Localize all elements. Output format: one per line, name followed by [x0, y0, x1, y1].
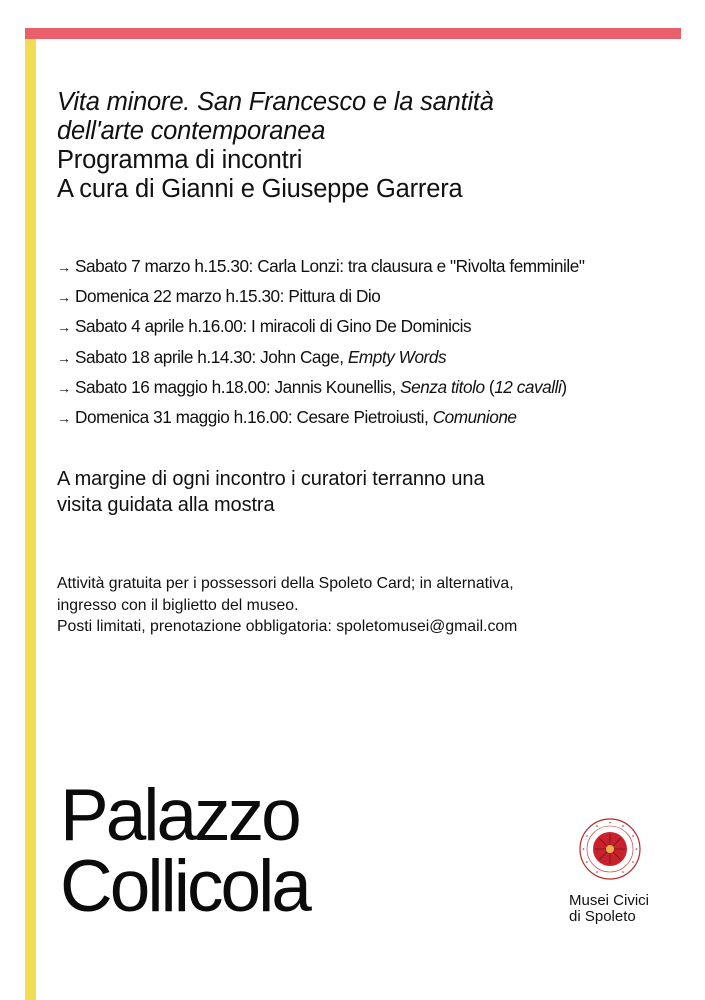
booking-info: [57, 573, 677, 638]
info-line-3: Posti limitati, prenotazione obbligatoria: spoletomusei@gmail.com: [57, 618, 518, 635]
event-text: Sabato 16 maggio h.18.00: Jannis Kounellis,: [75, 376, 401, 397]
event-text: Domenica 31 maggio h.16.00: Cesare Pietroiusti,: [75, 407, 433, 428]
event-item: [57, 343, 697, 373]
museum-name: [569, 893, 649, 925]
museum-seal-icon: [578, 817, 642, 881]
paren-close: ): [561, 376, 567, 397]
arrow-right-icon: →: [57, 259, 71, 275]
guided-tour-note: [57, 466, 677, 518]
museum-line-2: di Spoleto: [569, 908, 636, 925]
curators-line: A cura di Gianni e Giuseppe Garrera: [57, 175, 463, 203]
venue-line-1: Palazzo: [60, 775, 299, 856]
event-work-title: Empty Words: [347, 346, 447, 367]
info-line-1: Attività gratuita per i possessori della Spoleto Card; in alternativa,: [57, 575, 514, 592]
event-text: Sabato 4 aprile h.16.00: I miracoli di Gino De Dominicis: [75, 316, 472, 337]
arrow-right-icon: →: [57, 410, 71, 427]
program-subtitle: Programma di incontri: [57, 146, 303, 174]
event-text: Domenica 22 marzo h.15.30: Pittura di Dio: [75, 286, 381, 307]
venue-name: [60, 775, 309, 927]
event-list: [57, 252, 697, 433]
event-item: [57, 282, 697, 312]
event-text: Sabato 7 marzo h.15.30: Carla Lonzi: tra clausura e "Rivolta femminile": [75, 256, 585, 276]
exhibition-title-line-1: Vita minore. San Francesco e la santità: [57, 88, 494, 116]
event-item: [57, 312, 697, 342]
event-text: Sabato 18 aprile h.14.30: John Cage,: [75, 346, 348, 367]
event-item: [57, 373, 697, 403]
event-work-subtitle: 12 cavalli: [494, 376, 562, 397]
info-line-2: ingresso con il biglietto del museo.: [57, 596, 299, 614]
note-line-1: A margine di ogni incontro i curatori terranno una: [57, 468, 485, 490]
left-accent-bar: [25, 28, 36, 1000]
paren-open: (: [484, 376, 495, 397]
event-item: [57, 252, 697, 282]
program-header: [57, 88, 687, 204]
event-item: [57, 403, 697, 433]
arrow-right-icon: →: [57, 349, 71, 366]
exhibition-title-line-2: dell'arte contemporanea: [57, 117, 326, 145]
top-accent-bar: [25, 28, 681, 39]
arrow-right-icon: →: [57, 379, 71, 396]
arrow-right-icon: →: [57, 319, 71, 336]
arrow-right-icon: →: [57, 289, 71, 306]
museum-line-1: Musei Civici: [569, 892, 650, 909]
note-line-2: visita guidata alla mostra: [57, 494, 275, 516]
event-work-title: Comunione: [432, 407, 517, 428]
event-work-title: Senza titolo: [400, 376, 485, 397]
venue-line-2: Collicola: [60, 846, 309, 927]
